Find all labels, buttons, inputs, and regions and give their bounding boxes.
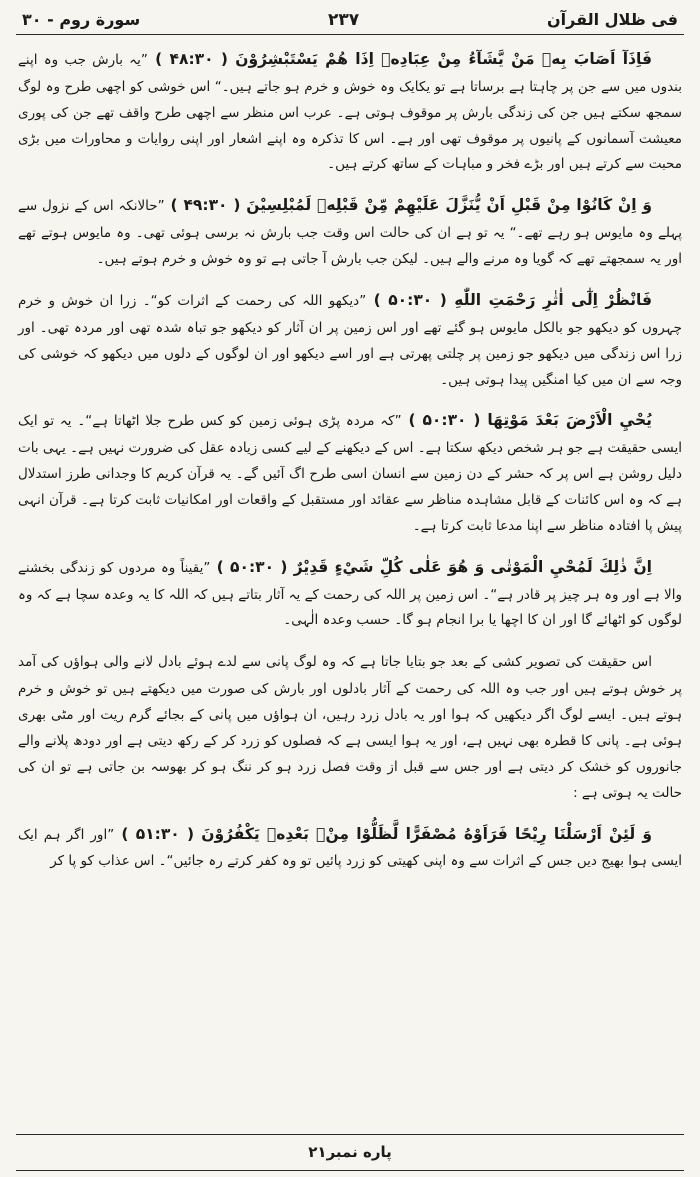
footer-bottom-divider <box>16 1170 684 1171</box>
paragraph <box>18 820 682 876</box>
quran-verse: وَ اِنْ كَانُوْا مِنْ قَبْلِ اَنْ يُّنَزَّلَ عَلَيْهِمْ مِّنْ قَبْلِهٖ لَمُبْلِسِيْنَ ( ۴۹:۳۰ ) <box>170 196 653 215</box>
commentary-text: ”کہ مردہ پڑی ہوئی زمین کو کس طرح جلا اٹھاتا ہے“۔ یہ تو ایک ایسی حقیقت ہے جو ہر شخص دیکھ سکتا ہے۔ اس کے دیکھنے کے لیے کسی زیادہ عقل کی ضرورت نہیں ہے۔ یہی بات دلیل روشن ہے اس پر کہ حشر کے دن زمین سے انسان اسی طرح اگ آئیں گے۔ یہ قرآن کریم کا وجدانی طرز استدلال ہے کہ وہ اس کائنات کے قابل مشاہدہ مناظر سے عقائد اور مستقبل کے واقعات اور امکانیات ثابت کرتا ہے۔ قرآن انہی پیش پا افتادہ مناظر سے اپنا مدعا ثابت کرتا ہے۔ <box>18 413 682 534</box>
book-title: فی ظلال القرآن <box>546 10 678 29</box>
page-footer <box>0 1134 700 1171</box>
commentary-text: ”دیکھو اللہ کی رحمت کے اثرات کو“۔ زرا ان خوش و خرم چہروں کو دیکھو جو بالکل مایوس ہو گئے تھے اور اس زمین پر ان آثار کو دیکھو جو تباہ شدہ تھی اور مردہ تھی۔ اور زرا اس زندگی میں دیکھو جو زمین پر چلتی پھرتی ہے اور اسے دیکھو اور ان لوگوں کے دلوں میں دیکھو کہ خوشی کی وجہ سے ان میں کیا امنگیں پیدا ہوتی ہیں۔ <box>18 292 682 388</box>
quran-verse: وَ لَئِنْ اَرْسَلْنَا رِيْحًا فَرَاَوْهُ مُصْفَرًّا لَّظَلُّوْا مِنْۢ بَعْدِهٖ يَكْفُرُوْنَ ( ۵۱:۳۰ ) <box>121 824 652 843</box>
surah-title: سورة روم - ۳۰ <box>22 10 141 29</box>
page-header <box>16 8 684 34</box>
quran-verse: فَانْظُرْ اِلٰٓى اٰثٰرِ رَحْمَتِ اللّٰهِ ( ۵۰:۳۰ ) <box>373 290 652 309</box>
quran-verse: فَاِذَآ اَصَابَ بِهٖ مَنْ يَّشَآءُ مِنْ عِبَادِهٖ اِذَا هُمْ يَسْتَبْشِرُوْنَ ( ۴۸:۳۰ ) <box>155 50 653 68</box>
commentary-text: ”حالانکہ اس کے نزول سے پہلے وہ مایوس ہو رہے تھے۔“ یہ تو ہے ان کی حالت اس وقت جب بارش نہ برسی ہوئی تھی۔ وہ مایوس ہوتے تھے اور یہ سمجھتے تھے کہ گویا وہ مرنے والے ہیں۔ لیکن جب بارش آ جاتی ہے تو وہ خوش و خرم ہوتے ہیں۔ <box>18 198 682 268</box>
paragraph <box>18 406 682 539</box>
commentary-text: ”اور اگر ہم ایک ایسی ہوا بھیج دیں جس کے اثرات سے وہ اپنی کھیتی کو زرد پائیں تو وہ کفر کرتے رہ جائیں“۔ اس عذاب کو پا کر <box>18 826 682 870</box>
paragraph <box>18 647 682 806</box>
quran-verse: يُحْيِ الْاَرْضَ بَعْدَ مَوْتِهَا ( ۵۰:۳۰ ) <box>408 411 653 430</box>
paragraph <box>18 553 682 635</box>
quran-verse: اِنَّ ذٰلِكَ لَمُحْيِ الْمَوْتٰى وَ هُوَ عَلٰى كُلِّ شَيْءٍ قَدِيْرٌ ( ۵۰:۳۰ ) <box>216 557 652 576</box>
page-body <box>16 35 684 875</box>
commentary-text: اس حقیقت کی تصویر کشی کے بعد جو بتایا جاتا ہے کہ وہ لوگ پانی سے لدے ہوئے بادل لانے والی ہواؤں کی آمد پر خوش ہوتے ہیں اور جب وہ اللہ کی رحمت کے آثار بادلوں اور بارش کی صورت میں دیکھتے ہیں تو خوش و خرم ہوتے ہیں۔ ایسے لوگ اگر دیکھیں کہ ہوا اور یہ بادل زرد رہیں، ان ہواؤں میں پانی کے بجائے گرم ریت اور مٹی بھری ہوئی ہے۔ پانی کا قطرہ بھی نہیں ہے، اور یہ ہوا ایسی ہے کہ فصلوں کو زرد کر کے رکھ دیتی ہے اور دودھ پلانے والے جانوروں کو خشک کر دیتی ہے اور جس سے قبل از وقت فصل زرد ہو کر ننگ ہو کر بھوسہ بن جاتی ہے تو ان کی حالت یہ ہوتی ہے : <box>18 654 682 801</box>
paragraph <box>18 286 682 393</box>
commentary-text: ”یہ بارش جب وہ اپنے بندوں میں سے جن پر چاہتا ہے برساتا ہے تو یکایک وہ خوش و خرم ہو جاتے ہیں۔“ اس خوشی کو اچھی طرح وہ لوگ سمجھ سکتے ہیں جن کی زندگی بارش پر موقوف ہوتی ہے۔ عرب اس منظر سے اچھی طرح واقف تھے جن کی پوری معیشت آسمانوں کے پانیوں پر موقوف تھی اور ہے۔ اس کا تذکرہ وہ اپنے اشعار اور اپنی روایات و محاورات میں بڑی محبت سے کرتے ہیں اور بڑے فخر و مباہات کے ساتھ کرتے ہیں۔ <box>18 52 683 173</box>
para-number-label: پاره نمبر۲۱ <box>308 1143 392 1161</box>
paragraph <box>18 45 682 178</box>
commentary-text: ”یقیناً وہ مردوں کو زندگی بخشنے والا ہے اور وہ ہر چیز پر قادر ہے“۔ اس زمین پر اللہ کی رحمت کے یہ آثار بتاتے ہیں کہ اللہ کا یہ وعدہ سچا ہے کہ وہ لوگوں کو اٹھائے گا اور ان کا اچھا یا برا انجام ہو گا۔ حسب وعدہ الٰہی۔ <box>18 559 682 629</box>
paragraph <box>18 191 682 273</box>
page-number: ۲۳۷ <box>328 10 360 30</box>
